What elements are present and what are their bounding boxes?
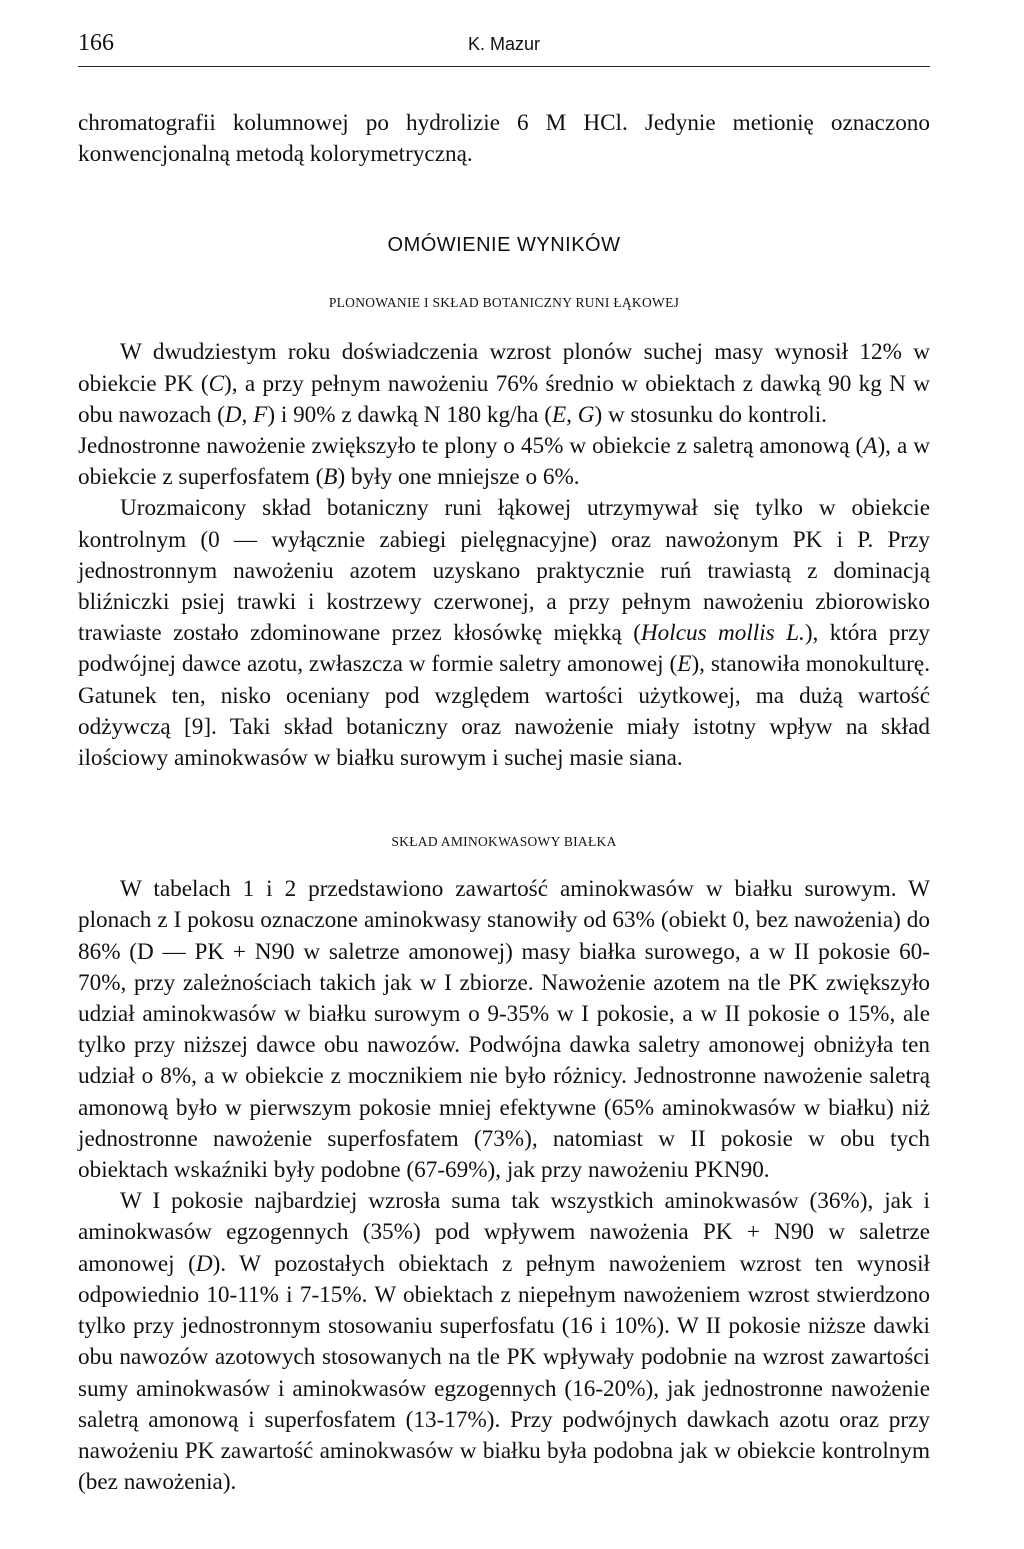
page-header bbox=[78, 30, 930, 67]
running-head: K. Mazur bbox=[467, 34, 541, 54]
page-number: 166 bbox=[78, 30, 114, 56]
paragraph-yield-growth: W dwudziestym roku doświadczenia wzrost plonów suchej masy wynosił 12% w obiekcie PK (C), a przy pełnym nawożeniu 76% średnio w obiektach z dawką 90 kg N w obu nawozach (D, F) i 90% z dawką N 180 kg/ha (E, G) w stosunku do kontroli. bbox=[78, 339, 930, 428]
section-title: OMÓWIENIE WYNIKÓW bbox=[387, 234, 621, 257]
paragraph-amino-acid-tables: W tabelach 1 i 2 przedstawiono zawartość aminokwasów w białku surowym. W plonach z I pokosu oznaczone aminokwasy stanowiły od 63% (obiekt 0, bez nawożenia) do 86% (D — PK + N90 w saletrze amonowej) masy białka surowego, a w II pokosie 60-70%, przy zależnościach takich jak w I zbiorze. Nawożenie azotem na tle PK zwiększyło udział aminokwasów w białku surowym o 9-35% w I pokosie, a w II pokosie o 15%, ale tylko przy niższej dawce obu nawozów. Podwójna dawka saletry amonowej obniżyła ten udział o 8%, a w obiekcie z mocznikiem nie było różnicy. Jednostronne nawożenie saletrą amonową było w pierwszym pokosie mniej efektywne (65% aminokwasów w białku) niż jednostronne nawożenie superfosfatem (73%), natomiast w II pokosie w obu tych obiektach wskaźniki były podobne (67-69%), jak przy nawożeniu PKN90. bbox=[78, 876, 930, 1184]
subsection-title-amino-acids: SKŁAD AMINOKWASOWY BIAŁKA bbox=[391, 834, 617, 850]
paragraph-botanical-composition: Urozmaicony skład botaniczny runi łąkowej utrzymywał się tylko w obiekcie kontrolnym (0 — wyłącznie zabiegi pielęgnacyjne) oraz nawożonym PK i P. Przy jednostronnym nawożeniu azotem uzyskano praktycznie ruń trawiastą z dominacją bliźniczki psiej trawki i kostrzewy czerwonej, a przy pełnym nawożeniu zbiorowisko trawiaste zostało zdominowane przez kłosówkę miękką (Holcus mollis L.), która przy podwójnej dawce azotu, zwłaszcza w formie saletry amonowej (E), stanowiła monokulturę. Gatunek ten, nisko oceniany pod względem wartości użytkowej, ma dużą wartość odżywczą [9]. Taki skład botaniczny oraz nawożenie miały istotny wpływ na skład ilościowy aminokwasów w białku surowym i suchej masie siana. bbox=[78, 495, 930, 772]
paragraph-one-sided-fertilization: Jednostronne nawożenie zwiększyło te plony o 45% w obiekcie z saletrą amonową (A), a w obiekcie z superfosfatem (B) były one mniejsze o 6%. bbox=[78, 433, 930, 491]
subsection-title-yield: PLONOWANIE I SKŁAD BOTANICZNY RUNI ŁĄKOWEJ bbox=[328, 295, 680, 311]
page-body bbox=[78, 108, 930, 1498]
intro-paragraph: chromatografii kolumnowej po hydrolizie 6 M HCl. Jedynie metionię oznaczono konwencjonalną metodą kolorymetryczną. bbox=[78, 110, 930, 168]
paragraph-amino-acid-sum: W I pokosie najbardziej wzrosła suma tak wszystkich aminokwasów (36%), jak i aminokwasów egzogennych (35%) pod wpływem nawożenia PK + N90 w saletrze amonowej (D). W pozostałych obiektach z pełnym nawożeniem wzrost ten wynosił odpowiednio 10-11% i 7-15%. W obiektach z niepełnym nawożeniem wzrost stwierdzono tylko przy jednostronnym stosowaniu superfosfatu (16 i 10%). W II pokosie niższe dawki obu nawozów azotowych stosowanych na tle PK wpływały podobnie na wzrost zawartości sumy aminokwasów i aminokwasów egzogennych (16-20%), jak jednostronne nawożenie saletrą amonową i superfosfatem (13-17%). Przy podwójnych dawkach azotu oraz przy nawożeniu PK zawartość aminokwasów w białku była podobna jak w obiekcie kontrolnym (bez nawożenia). bbox=[78, 1188, 930, 1496]
